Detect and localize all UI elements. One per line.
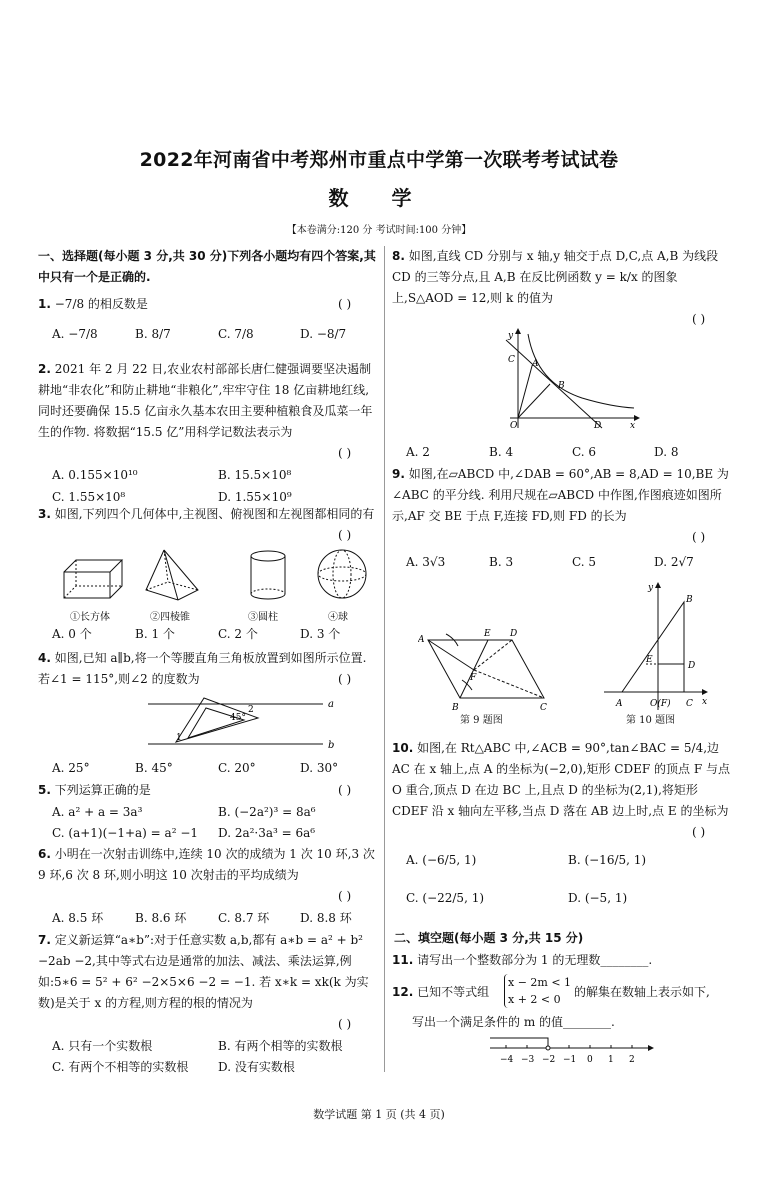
label-o: O bbox=[510, 421, 518, 431]
label-b: B bbox=[686, 595, 693, 605]
label-e: E bbox=[646, 655, 653, 665]
label-c: C bbox=[686, 699, 693, 709]
question-stem: −7/8 的相反数是 bbox=[54, 297, 148, 311]
question-2 bbox=[38, 359, 378, 504]
label-d: D bbox=[688, 661, 696, 671]
option-b: B. 8.6 环 bbox=[135, 911, 187, 925]
cylinder-shape bbox=[251, 551, 285, 599]
option-d: D. 3 个 bbox=[300, 627, 341, 641]
option-a: A. (−6/5, 1) bbox=[406, 853, 477, 867]
inequality-1: x − 2m < 1 bbox=[508, 976, 572, 989]
answer-parens: ( ) bbox=[338, 528, 352, 542]
question-stem: 下列运算正确的是 bbox=[54, 783, 151, 797]
question-stem: 如图,下列四个几何体中,主视图、俯视图和左视图都相同的有 bbox=[54, 507, 375, 521]
option-c: C. 5 bbox=[572, 555, 597, 569]
question-stem-part3: 写出一个满足条件的 m 的值________. bbox=[412, 1015, 615, 1029]
q4-parallel-lines-figure bbox=[148, 696, 348, 754]
segment-af bbox=[428, 640, 474, 670]
option-d: D. 没有实数根 bbox=[218, 1060, 295, 1074]
option-a: A. 25° bbox=[52, 761, 90, 775]
answer-parens: ( ) bbox=[338, 1017, 352, 1031]
q10-coordinate-figure bbox=[602, 580, 714, 720]
answer-parens: ( ) bbox=[338, 446, 352, 460]
label-x: x bbox=[702, 697, 708, 707]
question-stem: 2021 年 2 月 22 日,农业农村部部长唐仁健强调要坚决遏制耕地“非农化”和防止耕地“非粮化”,牢牢守住 18 亿亩耕地红线,同时还要确保 15.5 亿亩永久基本农田主要种植粮食及瓜菜一年生的作物. 将数据“15.5 亿”用科学记数法表示为 bbox=[38, 362, 373, 439]
tick-label: 0 bbox=[587, 1055, 593, 1065]
hyperbola-curve bbox=[528, 334, 634, 408]
label-a: A bbox=[532, 359, 539, 369]
solid-label-pyramid: ②四棱锥 bbox=[150, 612, 190, 623]
question-7 bbox=[38, 930, 378, 1074]
subject-title: 数 学 bbox=[328, 186, 430, 210]
option-b: B. (−2a²)³ = 8a⁶ bbox=[218, 805, 316, 819]
q3-solids-figure bbox=[58, 546, 378, 626]
option-a: A. a² + a = 3a³ bbox=[52, 805, 143, 819]
option-a: A. 3√3 bbox=[406, 555, 446, 569]
section2-heading: 二、填空题(每小题 3 分,共 15 分) bbox=[394, 931, 584, 945]
question-stem: 如图,在▱ABCD 中,∠DAB = 60°,AB = 8,AD = 10,BE 为∠ABC 的平分线. 利用尺规在▱ABCD 中作图,作图痕迹如图所示,AF 交 BE 于点 F,连接 FD,则 FD 的长为 bbox=[392, 467, 729, 523]
tick-label: −4 bbox=[500, 1055, 514, 1065]
tick-label: 1 bbox=[608, 1055, 614, 1065]
label-a: A bbox=[616, 699, 623, 709]
sphere-shape bbox=[318, 550, 366, 598]
pyramid-shape bbox=[146, 550, 198, 600]
option-b: B. 有两个相等的实数根 bbox=[218, 1039, 343, 1053]
label-45: 45° bbox=[230, 713, 246, 723]
label-b: B bbox=[452, 703, 459, 713]
label-d: D bbox=[510, 629, 518, 639]
question-1 bbox=[38, 294, 378, 341]
option-d: D. 8 bbox=[654, 445, 679, 459]
option-b: B. 3 bbox=[489, 555, 514, 569]
open-endpoint bbox=[546, 1046, 550, 1050]
question-number: 9. bbox=[392, 467, 405, 481]
option-a: A. 0.155×10¹⁰ bbox=[52, 468, 138, 482]
cuboid-shape bbox=[64, 560, 122, 598]
parallelogram bbox=[428, 640, 544, 698]
exam-meta: 【本卷满分:120 分 考试时间:100 分钟】 bbox=[286, 225, 472, 236]
option-c: C. 7/8 bbox=[218, 327, 254, 341]
section1-heading: 一、选择题(每小题 3 分,共 30 分)下列各小题均有四个答案,其中只有一个是正确的. bbox=[38, 249, 376, 284]
question-number: 6. bbox=[38, 847, 51, 861]
label-angle-1: 1 bbox=[176, 733, 182, 743]
label-b: b bbox=[328, 740, 335, 751]
question-4 bbox=[38, 648, 378, 690]
question-number: 5. bbox=[38, 783, 51, 797]
option-d: D. 1.55×10⁹ bbox=[218, 490, 292, 504]
label-c: C bbox=[540, 703, 547, 713]
exam-title: 2022年河南省中考郑州市重点中学第一次联考考试试卷 bbox=[139, 149, 619, 171]
column-divider bbox=[384, 246, 385, 1072]
answer-parens: ( ) bbox=[338, 783, 352, 797]
label-of: O(F) bbox=[650, 699, 671, 709]
option-b: B. 15.5×10⁸ bbox=[218, 468, 292, 482]
option-c: C. 6 bbox=[572, 445, 597, 459]
question-number: 11. bbox=[392, 953, 414, 967]
figure-9-caption: 第 9 题图 bbox=[460, 715, 503, 726]
option-d: D. 8.8 环 bbox=[300, 911, 352, 925]
question-8 bbox=[392, 246, 734, 326]
label-x: x bbox=[630, 421, 636, 431]
triangle-abc bbox=[622, 602, 684, 692]
option-d: D. −8/7 bbox=[300, 327, 347, 341]
question-stem: 小明在一次射击训练中,连续 10 次的成绩为 1 次 10 环,3 次 9 环,6 次 8 环,则小明这 10 次射击的平均成绩为 bbox=[38, 847, 375, 882]
inequality-2: x + 2 < 0 bbox=[508, 993, 561, 1006]
tick-label: 2 bbox=[629, 1055, 635, 1065]
page-footer: 数学试题 第 1 页 (共 4 页) bbox=[313, 1108, 445, 1121]
label-y: y bbox=[508, 331, 514, 341]
option-c: C. 有两个不相等的实数根 bbox=[52, 1060, 189, 1074]
label-f: F bbox=[470, 673, 477, 683]
question-12 bbox=[392, 976, 734, 1029]
label-angle-2: 2 bbox=[248, 705, 254, 715]
segment-fd bbox=[474, 640, 512, 670]
q12-number-line bbox=[488, 1032, 658, 1066]
option-b: B. 8/7 bbox=[135, 327, 171, 341]
option-d: D. 30° bbox=[300, 761, 339, 775]
question-number: 7. bbox=[38, 933, 51, 947]
question-stem-part1: 已知不等式组 bbox=[417, 985, 490, 999]
tick-label: −1 bbox=[563, 1055, 577, 1065]
tick-label: −2 bbox=[542, 1055, 556, 1065]
answer-parens: ( ) bbox=[338, 297, 352, 311]
question-10 bbox=[392, 738, 734, 905]
solid-label-cuboid: ①长方体 bbox=[70, 612, 110, 623]
option-c: C. 1.55×10⁸ bbox=[52, 490, 126, 504]
option-d: D. 2√7 bbox=[654, 555, 694, 569]
question-number: 1. bbox=[38, 297, 51, 311]
option-b: B. 45° bbox=[135, 761, 173, 775]
answer-parens: ( ) bbox=[338, 889, 352, 903]
inequality-system bbox=[504, 974, 571, 1008]
solid-label-sphere: ④球 bbox=[328, 612, 348, 623]
question-stem: 请写出一个整数部分为 1 的无理数________. bbox=[417, 953, 653, 967]
answer-parens: ( ) bbox=[692, 312, 706, 326]
question-number: 2. bbox=[38, 362, 51, 376]
left-column bbox=[38, 246, 378, 1076]
option-b: B. (−16/5, 1) bbox=[568, 853, 647, 867]
label-y: y bbox=[648, 583, 654, 593]
option-b: B. 4 bbox=[489, 445, 514, 459]
option-d: D. (−5, 1) bbox=[568, 891, 628, 905]
question-3 bbox=[38, 504, 378, 542]
question-6 bbox=[38, 844, 378, 925]
label-d: D bbox=[594, 421, 602, 431]
label-c: C bbox=[508, 355, 515, 365]
question-stem: 如图,已知 a∥b,将一个等腰直角三角板放置到如图所示位置. 若∠1 = 115°,则∠2 的度数为 bbox=[38, 651, 367, 686]
answer-parens: ( ) bbox=[338, 672, 352, 686]
question-11 bbox=[392, 950, 732, 971]
label-a: A bbox=[418, 635, 425, 645]
q9-parallelogram-figure bbox=[418, 624, 558, 724]
option-a: A. 2 bbox=[406, 445, 430, 459]
option-a: A. −7/8 bbox=[52, 327, 98, 341]
question-5 bbox=[38, 780, 378, 840]
rectangle-cdef bbox=[658, 664, 684, 692]
label-b: B bbox=[558, 381, 565, 391]
right-column bbox=[392, 246, 737, 1076]
option-a: A. 只有一个实数根 bbox=[52, 1039, 153, 1053]
answer-parens: ( ) bbox=[692, 825, 706, 839]
tick-label: −3 bbox=[521, 1055, 535, 1065]
solution-ray bbox=[490, 1038, 548, 1048]
question-number: 10. bbox=[392, 741, 414, 755]
question-stem: 如图,直线 CD 分别与 x 轴,y 轴交于点 D,C,点 A,B 为线段 CD 的三等分点,且 A,B 在反比例函数 y = k/x 的图象上,S△AOD = 12,则 k 的值为 bbox=[392, 249, 719, 305]
question-stem: 定义新运算“a∗b”:对于任意实数 a,b,都有 a∗b = a² + b² −2ab −2,其中等式右边是通常的加法、减法、乘法运算,例如:5∗6 = 5² + 6² −2×5×6 −2 = −1. 若 x∗k = xk(k 为实数)是关于 x 的方程,则方程的根的情况为 bbox=[38, 933, 369, 1010]
label-a: a bbox=[328, 699, 334, 710]
segment-be bbox=[460, 640, 488, 698]
option-c: C. 20° bbox=[218, 761, 256, 775]
option-c: C. (a+1)(−1+a) = a² −1 bbox=[52, 826, 199, 840]
figure-10-caption: 第 10 题图 bbox=[626, 715, 676, 726]
option-b: B. 1 个 bbox=[135, 627, 175, 641]
option-c: C. (−22/5, 1) bbox=[406, 891, 485, 905]
question-9 bbox=[392, 464, 734, 569]
option-d: D. 2a²·3a³ = 6a⁶ bbox=[218, 826, 316, 840]
option-c: C. 8.7 环 bbox=[218, 911, 270, 925]
option-a: A. 8.5 环 bbox=[52, 911, 104, 925]
question-number: 12. bbox=[392, 985, 414, 999]
question-number: 3. bbox=[38, 507, 51, 521]
solid-label-cylinder: ③圆柱 bbox=[248, 612, 278, 623]
q8-coordinate-figure bbox=[502, 328, 642, 432]
option-a: A. 0 个 bbox=[52, 627, 92, 641]
answer-parens: ( ) bbox=[692, 530, 706, 544]
question-stem-part2: 的解集在数轴上表示如下, bbox=[574, 985, 710, 999]
question-number: 8. bbox=[392, 249, 405, 263]
question-number: 4. bbox=[38, 651, 51, 665]
question-stem: 如图,在 Rt△ABC 中,∠ACB = 90°,tan∠BAC = 5/4,边 AC 在 x 轴上,点 A 的坐标为(−2,0),矩形 CDEF 的顶点 F 与点 O 重合,顶点 D 在边 BC 上,且点 D 的坐标为(2,1),将矩形 CDEF 沿 x 轴向左平移,当点 D 落在 AB 边上时,点 E 的坐标为 bbox=[392, 741, 730, 818]
option-c: C. 2 个 bbox=[218, 627, 258, 641]
label-e: E bbox=[484, 629, 491, 639]
